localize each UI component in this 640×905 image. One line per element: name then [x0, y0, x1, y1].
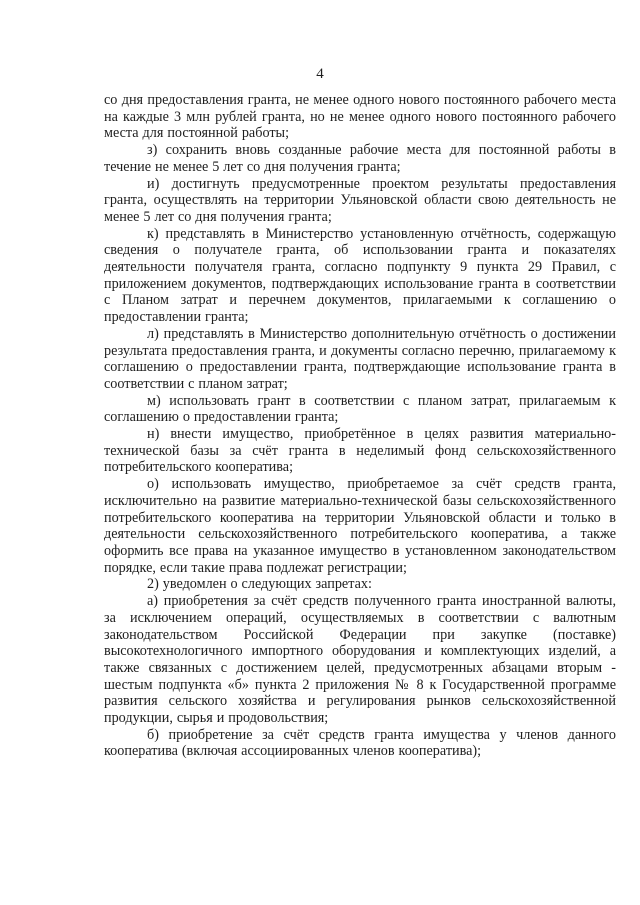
- paragraph-item-k: к) представлять в Министерство установленную отчётность, содержащую сведения о получателе гранта, об использовании гранта и показателях деятельности получателя гранта, согласно подпункту 9 пункта 29 Правил, с приложением документов, подтверждающих использование гранта в соответствии с Планом затрат и перечнем документов, прилагаемыми к соглашению о предоставлении гранта;: [104, 225, 616, 326]
- paragraph-item-m: м) использовать грант в соответствии с планом затрат, прилагаемым к соглашению о предоставлении гранта;: [104, 392, 616, 426]
- document-body: [104, 92, 616, 760]
- paragraph-item-b: б) приобретение за счёт средств гранта имущества у членов данного кооператива (включая ассоциированных членов кооператива);: [104, 726, 616, 760]
- paragraph-item-n: н) внести имущество, приобретённое в целях развития материально-технической базы за счёт гранта в неделимый фонд сельскохозяйственного потребительского кооператива;: [104, 426, 616, 476]
- page-number: 4: [316, 66, 324, 82]
- paragraph-section-2: 2) уведомлен о следующих запретах:: [147, 576, 372, 593]
- paragraph-item-l: л) представлять в Министерство дополнительную отчётность о достижении результата предоставления гранта, и документы согласно перечню, прилагаемому к соглашению о предоставлении гранта, подтверждающие использование гранта в соответствии с планом затрат;: [104, 325, 616, 392]
- paragraph-item-z: з) сохранить вновь созданные рабочие места для постоянной работы в течение не менее 5 лет со дня получения гранта;: [104, 142, 616, 175]
- paragraph-item-i: и) достигнуть предусмотренные проектом результаты предоставления гранта, осуществлять на территории Ульяновской области свою деятельность не менее 5 лет со дня получения гранта;: [104, 175, 616, 225]
- paragraph-item-a: а) приобретения за счёт средств полученного гранта иностранной валюты, за исключением операций, осуществляемых в соответствии с валютным законодательством Российской Федерации при закупке (поставке) высокотехнологичного импортного оборудования и комплектующих изделий, а также связанных с достижением целей, предусмотренных абзацами вторым - шестым подпункта «б» пункта 2 приложения № 8 к Государственной программе развития сельского хозяйства и регулирования рынков сельскохозяйственной продукции, сырья и продовольствия;: [104, 593, 616, 727]
- paragraph-item-o: о) использовать имущество, приобретаемое за счёт средств гранта, исключительно на развитие материально-технической базы сельскохозяйственного потребительского кооператива на территории Ульяновской области и только в деятельности сельскохозяйственного потребительского кооператива, а также оформить все права на указанное имущество в установленном законодательством порядке, если такие права подлежат регистрации;: [104, 476, 616, 576]
- paragraph-continuation: со дня предоставления гранта, не менее одного нового постоянного рабочего места на каждые 3 млн рублей гранта, но не менее одного нового постоянного рабочего места для постоянной работы;: [104, 92, 616, 142]
